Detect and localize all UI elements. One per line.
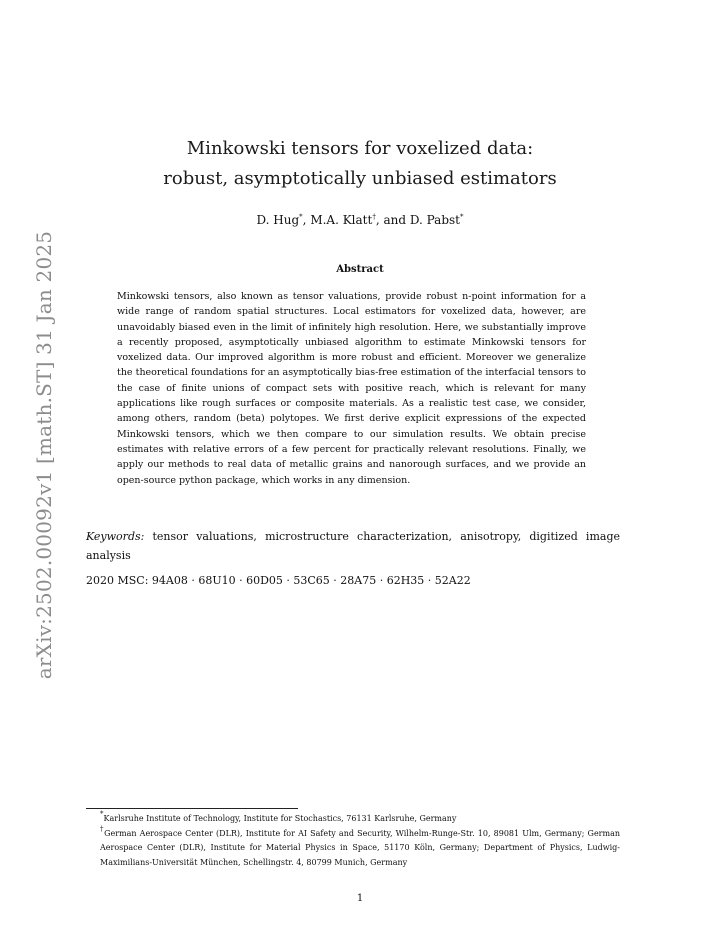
keywords-text: tensor valuations, microstructure characterization, anisotropy, digitized image analysis xyxy=(86,530,620,562)
keywords-label: Keywords: xyxy=(86,530,145,543)
arxiv-identifier: arXiv:2502.00092v1 [math.ST] 31 Jan 2025 xyxy=(32,230,56,680)
title-line-2: robust, asymptotically unbiased estimators xyxy=(163,168,557,189)
author-separator: , and xyxy=(375,213,410,227)
title-line-1: Minkowski tensors for voxelized data: xyxy=(186,138,534,159)
footnote-rule xyxy=(86,808,298,809)
paper-title xyxy=(0,134,720,194)
affiliation-mark: † xyxy=(372,213,376,221)
footnote-2 xyxy=(86,824,621,871)
page-number: 1 xyxy=(356,893,364,904)
affiliation-mark: * xyxy=(299,213,303,221)
abstract-heading: Abstract xyxy=(336,264,384,275)
footnote-text: Karlsruhe Institute of Technology, Institute for Stochastics, 76131 Karlsruhe, Germany xyxy=(103,814,457,823)
footnote-text: German Aerospace Center (DLR), Institute for AI Safety and Security, Wilhelm-Runge-Str. 10, 89081 Ulm, Germany; German Aerospace Center (DLR), Institute for Material Physics in Space, 51170 Köln, Germany; Department of Physics, Ludwig-Maximilians-Universität München, Schellingstr. 4, 80799 Munich, Germany xyxy=(100,828,621,867)
author-list xyxy=(0,212,720,228)
abstract-body: Minkowski tensors, also known as tensor valuations, provide robust n-point information for a wide range of random spatial structures. Local estimators for voxelized data, however, are unavoidably biased even in the limit of infinitely high resolution. Here, we substantially improve a recently proposed, asymptotically unbiased algorithm to estimate Minkowski tensors for voxelized data. Our improved algorithm is more robust and efficient. Moreover we generalize the theoretical foundations for an asymptotically bias-free estimation of the interfacial tensors to the case of finite unions of compact sets with positive reach, which is relevant for many applications like rough surfaces or composite materials. As a realistic test case, we consider, among others, random (beta) polytopes. We first derive explicit expressions of the expected Minkowski tensors, which we then compare to our simulation results. We obtain precise estimates with relative errors of a few percent for practically relevant resolutions. Finally, we apply our methods to real data of metallic grains and nanorough surfaces, and we provide an open-source python package, which works in any dimension. xyxy=(117,291,586,486)
footnote-mark: † xyxy=(100,824,105,833)
footnote-mark: * xyxy=(100,810,104,818)
author-name: M.A. Klatt xyxy=(310,213,373,227)
keywords xyxy=(86,527,620,565)
footnote-1 xyxy=(86,812,620,827)
affiliation-mark: * xyxy=(460,213,464,221)
author-name: D. Hug xyxy=(256,213,300,227)
author-separator: , xyxy=(302,213,311,227)
author-name: D. Pabst xyxy=(409,213,461,227)
msc-classification: 2020 MSC: 94A08 · 68U10 · 60D05 · 53C65 · 28A75 · 62H35 · 52A22 xyxy=(86,574,471,587)
footnotes xyxy=(86,812,620,870)
